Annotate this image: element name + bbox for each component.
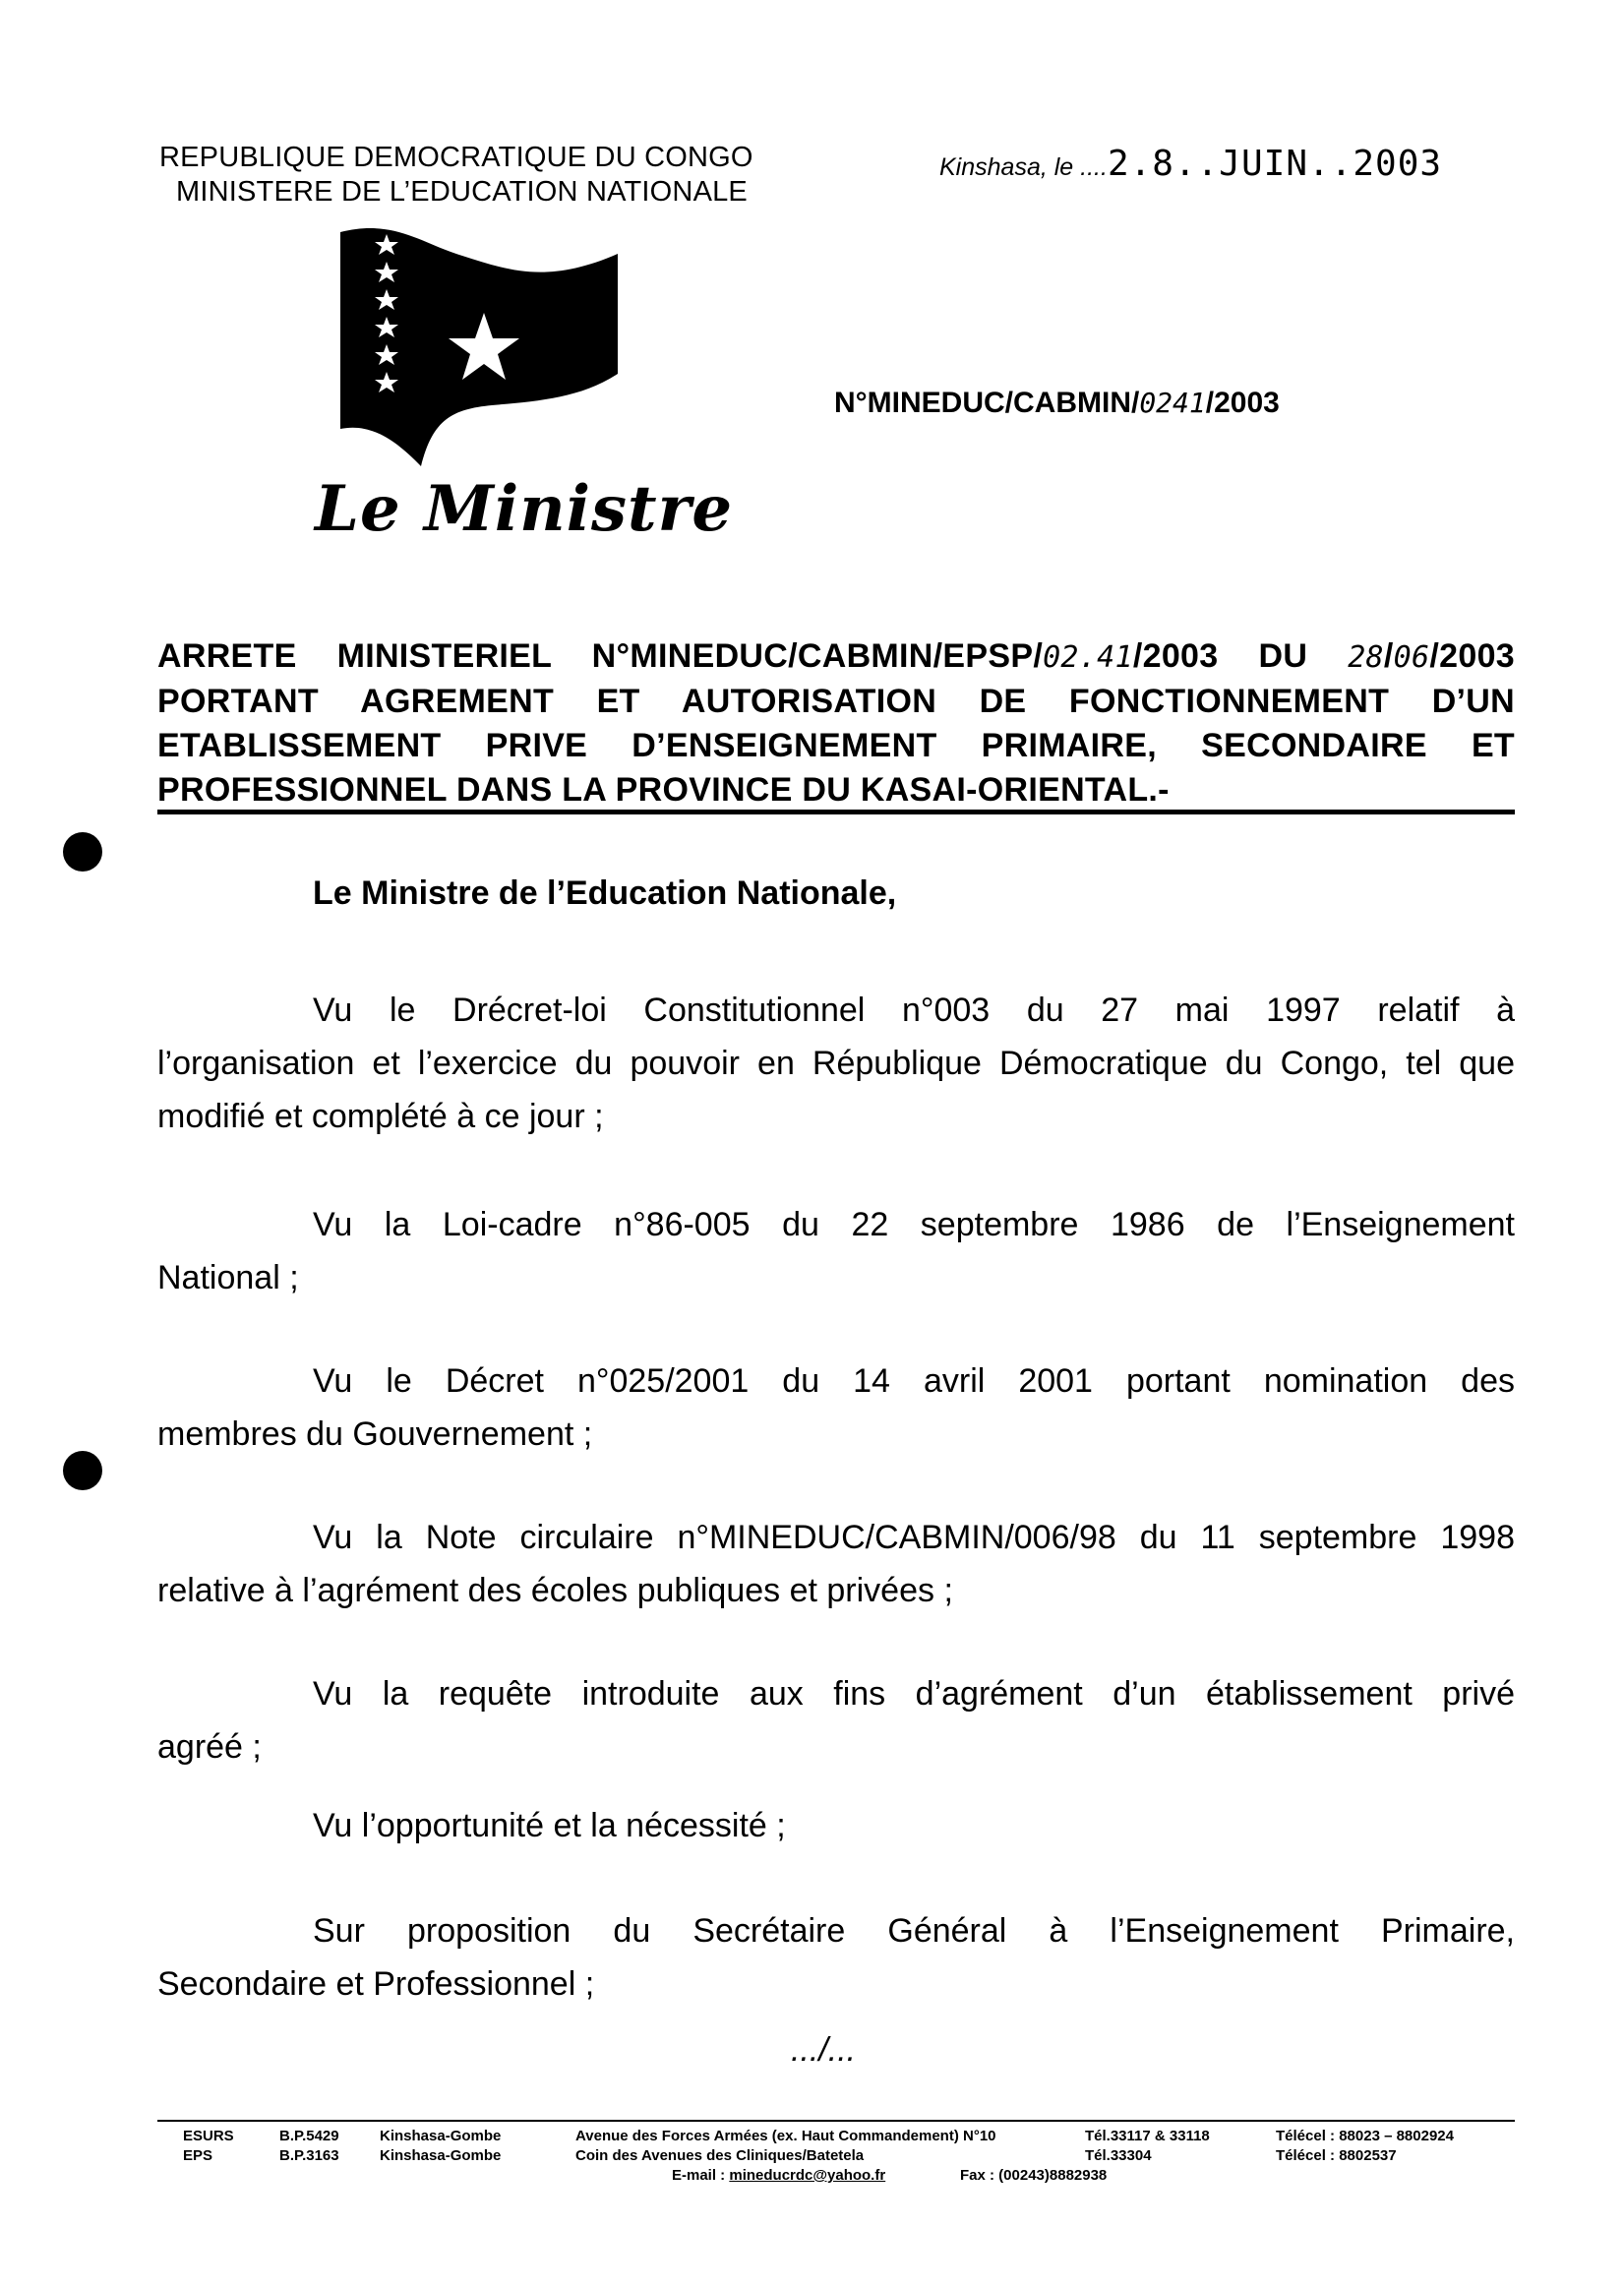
- paragraph-7: [157, 1904, 1515, 2011]
- footer-email-link[interactable]: mineducrdc@yahoo.fr: [729, 2167, 886, 2184]
- footer-org-eps: EPS: [183, 2147, 213, 2164]
- country-name: REPUBLIQUE DEMOCRATIQUE DU CONGO: [159, 142, 753, 173]
- title-line-3: ETABLISSEMENT PRIVE D’ENSEIGNEMENT PRIMAIRE, SECONDAIRE ET: [157, 727, 1515, 764]
- footer-tel-eps: Tél.33304: [1085, 2147, 1152, 2164]
- footer-rule: [157, 2120, 1515, 2122]
- footer-email-label: E-mail :: [672, 2167, 730, 2184]
- reference-handwritten-number: 0241: [1139, 387, 1206, 419]
- footer-address-eps: Coin des Avenues des Cliniques/Batetela: [575, 2147, 865, 2164]
- title-prefix: ARRETE MINISTERIEL N°MINEDUC/CABMIN/EPSP/: [157, 637, 1044, 675]
- paragraph-3: [157, 1354, 1515, 1461]
- paragraph-4: [157, 1511, 1515, 1617]
- paragraph-rest: l’organisation et l’exercice du pouvoir en République Démocratique du Congo, tel que modifié et complété à ce jour ;: [157, 1045, 1515, 1135]
- paragraph-first-line: Vu la Note circulaire n°MINEDUC/CABMIN/006/98 du 11 septembre 1998: [313, 1519, 1515, 1556]
- reference-suffix: /2003: [1205, 387, 1280, 419]
- title-suffix: /2003: [1429, 637, 1515, 675]
- paragraph-6: Vu l’opportunité et la nécessité ;: [313, 1807, 786, 1844]
- punch-hole: [63, 832, 102, 872]
- paragraph-rest: membres du Gouvernement ;: [157, 1415, 593, 1453]
- paragraph-1: [157, 984, 1515, 1143]
- footer-address-esurs: Avenue des Forces Armées (ex. Haut Commandement) N°10: [575, 2128, 996, 2144]
- footer-tel-esurs: Tél.33117 & 33118: [1085, 2128, 1210, 2144]
- footer-org-esurs: ESURS: [183, 2128, 234, 2144]
- footer-bp-eps: B.P.3163: [279, 2147, 339, 2164]
- paragraph-first-line: Vu le Drécret-loi Constitutionnel n°003 du 27 mai 1997 relatif à: [313, 992, 1515, 1029]
- paragraph-rest: Secondaire et Professionnel ;: [157, 1965, 595, 2003]
- footer-telecel-eps: Télécel : 8802537: [1276, 2147, 1397, 2164]
- reference-number: [834, 387, 1280, 420]
- title-mid: /2003 DU: [1132, 637, 1349, 675]
- punch-hole: [63, 1451, 102, 1490]
- reference-prefix: N°MINEDUC/CABMIN/: [834, 387, 1140, 419]
- flag-emblem-icon: [334, 226, 620, 467]
- date-line: [939, 144, 1442, 184]
- handwritten-date: 2.8..JUIN..2003: [1107, 144, 1443, 184]
- paragraph-first-line: Vu la requête introduite aux fins d’agrément d’un établissement privé: [313, 1675, 1515, 1713]
- paragraph-first-line: Sur proposition du Secrétaire Général à l’Enseignement Primaire,: [313, 1912, 1515, 1950]
- title-underline: [157, 810, 1515, 814]
- paragraph-rest: National ;: [157, 1259, 299, 1296]
- paragraph-first-line: Vu le Décret n°025/2001 du 14 avril 2001 portant nomination des: [313, 1362, 1515, 1400]
- title-handwritten-day: 28: [1348, 640, 1384, 675]
- footer-bp-esurs: B.P.5429: [279, 2128, 339, 2144]
- paragraph-5: [157, 1667, 1515, 1774]
- footer-email-line: [672, 2166, 885, 2185]
- decree-title: [157, 634, 1515, 812]
- title-handwritten-month: 06: [1393, 640, 1430, 675]
- paragraph-2: [157, 1198, 1515, 1304]
- footer-fax: Fax : (00243)8882938: [960, 2167, 1108, 2184]
- paragraph-rest: agréé ;: [157, 1728, 262, 1766]
- place-label: Kinshasa, le ....: [939, 153, 1108, 181]
- continuation-mark: .../...: [791, 2031, 857, 2069]
- title-line-4: PROFESSIONNEL DANS LA PROVINCE DU KASAI-ORIENTAL.-: [157, 771, 1170, 809]
- title-line-1: ARRETE MINISTERIEL N°MINEDUC/CABMIN/EPSP/02.41/2003 DU 28/06/2003: [157, 637, 1515, 675]
- salutation: Le Ministre de l’Education Nationale,: [313, 874, 897, 912]
- footer-city-esurs: Kinshasa-Gombe: [380, 2128, 502, 2144]
- paragraph-rest: relative à l’agrément des écoles publiques et privées ;: [157, 1572, 953, 1609]
- footer-city-eps: Kinshasa-Gombe: [380, 2147, 502, 2164]
- paragraph-first-line: Vu la Loi-cadre n°86-005 du 22 septembre 1986 de l’Enseignement: [313, 1206, 1515, 1243]
- ministry-name: MINISTERE DE L’EDUCATION NATIONALE: [176, 176, 748, 208]
- title-line-2: PORTANT AGREMENT ET AUTORISATION DE FONCTIONNEMENT D’UN: [157, 683, 1515, 720]
- title-handwritten-number: 02.41: [1043, 640, 1133, 675]
- minister-signature-caption: Le Ministre: [315, 472, 734, 546]
- footer-telecel-esurs: Télécel : 88023 – 8802924: [1276, 2128, 1454, 2144]
